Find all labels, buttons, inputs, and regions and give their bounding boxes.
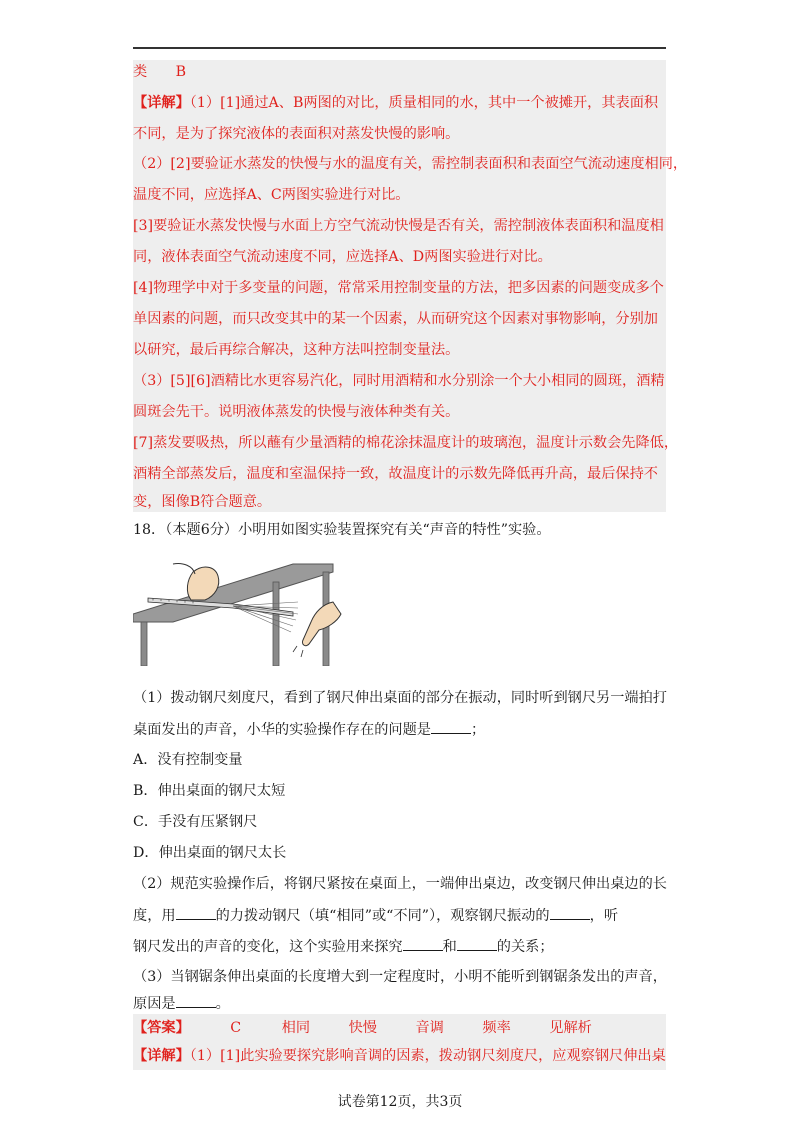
q-part1-end: ；	[470, 722, 486, 738]
q-part2-text-4: 钢尺发出的声音的变化，这个实验用来探究	[133, 939, 403, 955]
q-part1-text: 桌面发出的声音，小华的实验操作存在的问题是	[133, 722, 431, 738]
question-title: 18．（本题6分）小明用如图实验装置探究有关“声音的特性”实验。	[133, 522, 551, 538]
vibration-lines	[233, 602, 298, 632]
table-leg-back	[273, 582, 279, 666]
answer-line-12: [7]蒸发要吸热，所以蘸有少量酒精的棉花涂抹温度计的玻璃泡，温度计示数会先降低，	[133, 435, 679, 451]
answer-line-14: 变，图像B符合题意。	[133, 494, 272, 510]
table-top	[133, 564, 333, 622]
answer-key-block	[133, 1014, 666, 1070]
option-b: B．伸出桌面的钢尺太短	[133, 783, 286, 799]
answer-line-10: （3）[5][6]酒精比水更容易汽化，同时用酒精和水分别涂一个大小相同的圆斑，酒精	[133, 373, 665, 389]
answer-blank-2[interactable]	[176, 905, 216, 920]
answer-line-4: 温度不同，应选择A、C两图实验进行对比。	[133, 187, 410, 203]
answer-line-2: 不同，是为了探究液体的表面积对蒸发快慢的影响。	[133, 126, 460, 142]
q-part3-line2	[133, 993, 230, 1014]
answer-key-line	[133, 1018, 592, 1038]
option-d: D．伸出桌面的钢尺太长	[133, 845, 287, 861]
answer-line-5: [3]要验证水蒸发快慢与水面上方空气流动快慢是否有关，需控制液体表面积和温度相	[133, 218, 664, 234]
answer-2: 相同	[281, 1020, 311, 1036]
q-part1-line2	[133, 719, 485, 740]
ruler-table-illustration	[133, 562, 343, 666]
motion-marks	[293, 646, 303, 657]
q-part3-text: 原因是	[133, 996, 176, 1012]
answer-6: 见解析	[549, 1020, 592, 1036]
q-part3-end: 。	[215, 996, 230, 1012]
answer-line-6: 同，液体表面空气流动速度不同，应选择A、D两图实验进行对比。	[133, 249, 552, 265]
q-part3-line1: （3）当钢锯条伸出桌面的长度增大到一定程度时，小明不能听到钢锯条发出的声音，	[133, 969, 667, 985]
answer-5: 频率	[482, 1020, 511, 1036]
detail-text-2: （1）[1]此实验要探究影响音调的因素，拨动钢尺刻度尺，应观察钢尺伸出桌	[189, 1048, 666, 1064]
answer-3: 快慢	[348, 1020, 377, 1036]
detail-text: （1）[1]通过A、B两图的对比，质量相同的水，其中一个被摊开，其表面积	[189, 95, 659, 111]
answer-line-1	[133, 93, 658, 113]
q-part2-text-1: 度，用	[133, 908, 176, 924]
answer-explanation-block	[133, 60, 688, 512]
answer-tag: 【答案】	[133, 1020, 190, 1036]
top-rule	[133, 47, 666, 49]
answer-blank-6[interactable]	[176, 993, 216, 1008]
table-leg-front	[141, 622, 147, 666]
answer-line-7: [4]物理学中对于多变量的问题，常常采用控制变量的方法，把多因素的问题变成多个	[133, 280, 664, 296]
answer-blank-3[interactable]	[550, 905, 590, 920]
answer-line-3: （2）[2]要验证水蒸发的快慢与水的温度有关，需控制表面积和表面空气流动速度相同，	[133, 156, 688, 172]
q-part2-line1: （2）规范实验操作后，将钢尺紧按在桌面上，一端伸出桌边，改变钢尺伸出桌边的长	[133, 876, 667, 892]
answer-4: 音调	[415, 1020, 444, 1036]
detail-line	[133, 1046, 666, 1066]
page-footer: 试卷第12页，共3页	[337, 1094, 463, 1110]
detail-tag-2: 【详解】	[133, 1048, 190, 1064]
option-c: C．手没有压紧钢尺	[133, 814, 258, 830]
q-part2-line3	[133, 936, 554, 957]
answer-blank-1[interactable]	[431, 719, 471, 734]
q-part2-line2	[133, 905, 618, 926]
hand-plucking-icon	[302, 602, 341, 646]
q-part2-text-6: 的关系；	[496, 939, 554, 955]
q-part2-text-5: 和	[442, 939, 457, 955]
answer-1: C	[230, 1020, 242, 1036]
answer-line-8: 单因素的问题，而只改变其中的某一个因素，从而研究这个因素对事物影响，分别加	[133, 311, 658, 327]
answer-blank-4[interactable]	[403, 936, 443, 951]
answer-line-11: 圆斑会先干。说明液体蒸发的快慢与液体种类有关。	[133, 404, 460, 420]
answer-line-0: 类 B	[133, 64, 186, 80]
q-part2-text-2: 的力拨动钢尺（填“相同”或“不同”），观察钢尺振动的	[215, 908, 550, 924]
answer-line-9: 以研究，最后再综合解决，这种方法叫控制变量法。	[133, 342, 460, 358]
detail-tag: 【详解】	[133, 95, 190, 111]
q-part1-line1: （1）拨动钢尺刻度尺，看到了钢尺伸出桌面的部分在振动，同时听到钢尺另一端拍打	[133, 690, 667, 706]
q-part2-text-3: ，听	[589, 908, 619, 924]
answer-line-13: 酒精全部蒸发后，温度和室温保持一致，故温度计的示数先降低再升高，最后保持不	[133, 466, 658, 482]
answer-blank-5[interactable]	[457, 936, 497, 951]
option-a: A．没有控制变量	[133, 752, 243, 768]
